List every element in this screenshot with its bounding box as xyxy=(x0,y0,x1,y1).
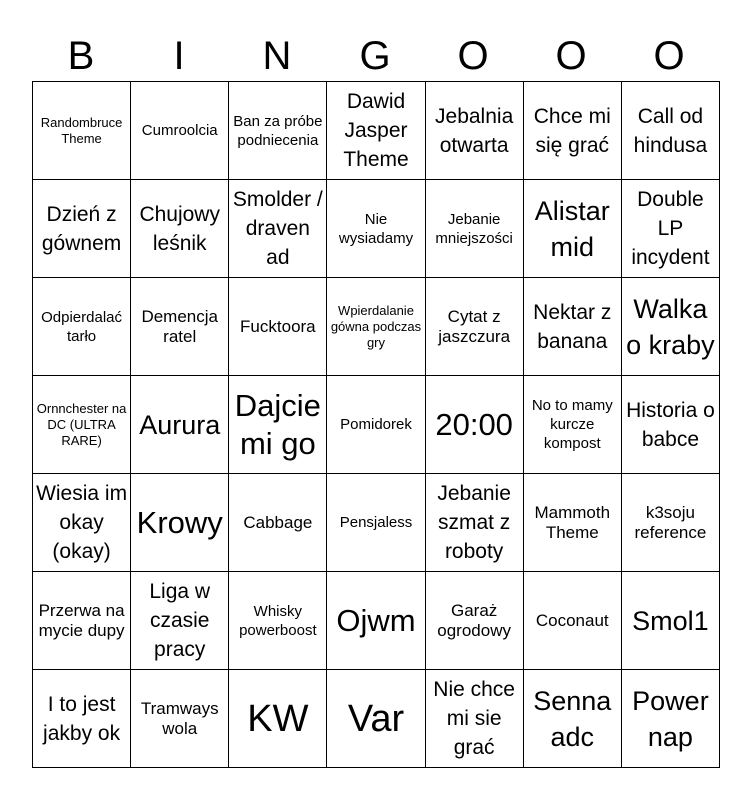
header-letter-2: I xyxy=(173,34,185,78)
bingo-cell-text: Krowy xyxy=(136,504,223,540)
bingo-cell-text: Przerwa na mycie dupy xyxy=(38,600,125,640)
bingo-cell-text: Demencja ratel xyxy=(141,306,218,346)
bingo-cell[interactable] xyxy=(33,670,131,768)
bingo-cell-text: Power nap xyxy=(632,685,709,752)
bingo-cell-text: Chujowy leśnik xyxy=(139,202,220,255)
bingo-cell[interactable] xyxy=(131,670,229,768)
bingo-cell-text: Wiesia im okay (okay) xyxy=(36,482,128,563)
bingo-cell-text: Cytat z jaszczura xyxy=(438,306,511,346)
bingo-cell[interactable] xyxy=(327,180,425,278)
header-letter-4: G xyxy=(359,34,391,78)
bingo-cell-text: Nektar z banana xyxy=(533,300,612,353)
bingo-cell[interactable] xyxy=(524,180,622,278)
bingo-cell[interactable] xyxy=(622,82,720,180)
bingo-cell[interactable] xyxy=(33,572,131,670)
bingo-cell[interactable] xyxy=(426,670,524,768)
bingo-cell-text: Fucktoora xyxy=(240,316,316,336)
bingo-cell-text: Jebanie mniejszości xyxy=(435,210,513,247)
bingo-cell-text: Jebanie szmat z roboty xyxy=(437,482,511,563)
bingo-cell-text: Historia o babce xyxy=(626,398,715,451)
bingo-cell-text: Aurura xyxy=(139,409,221,440)
bingo-cell[interactable] xyxy=(229,670,327,768)
bingo-cell-text: Var xyxy=(347,697,405,740)
bingo-cell[interactable] xyxy=(131,82,229,180)
bingo-cell[interactable] xyxy=(524,376,622,474)
bingo-cell[interactable] xyxy=(524,278,622,376)
bingo-header xyxy=(32,30,720,82)
bingo-cell-text: Mammoth Theme xyxy=(534,502,611,542)
bingo-cell-text: Pomidorek xyxy=(340,416,412,433)
bingo-cell[interactable] xyxy=(426,180,524,278)
bingo-cell-text: Double LP incydent xyxy=(631,188,710,269)
bingo-cell[interactable] xyxy=(131,278,229,376)
bingo-cell[interactable] xyxy=(33,180,131,278)
bingo-cell-text: Walka o kraby xyxy=(626,293,715,360)
bingo-cell-text: Odpierdalać tarło xyxy=(41,308,123,345)
bingo-cell[interactable] xyxy=(622,572,720,670)
bingo-cell[interactable] xyxy=(622,474,720,572)
bingo-cell-text: Whisky powerboost xyxy=(239,602,317,639)
bingo-cell[interactable] xyxy=(229,474,327,572)
bingo-cell-text: Dawid Jasper Theme xyxy=(343,90,409,171)
bingo-cell[interactable] xyxy=(524,670,622,768)
bingo-cell-text: Liga w czasie pracy xyxy=(149,580,211,661)
bingo-cell-text: Randombruce Theme xyxy=(40,114,123,146)
bingo-cell[interactable] xyxy=(327,278,425,376)
bingo-cell-text: Cumroolcia xyxy=(141,122,218,139)
bingo-cell[interactable] xyxy=(524,82,622,180)
header-letter-7: O xyxy=(653,34,685,78)
bingo-cell[interactable] xyxy=(229,82,327,180)
bingo-cell[interactable] xyxy=(131,180,229,278)
bingo-cell-text: Ojwm xyxy=(336,602,416,638)
bingo-cell-text: KW xyxy=(247,697,309,740)
bingo-cell[interactable] xyxy=(524,474,622,572)
bingo-cell[interactable] xyxy=(229,376,327,474)
bingo-cell-text: Nie chce mi sie grać xyxy=(433,678,515,759)
bingo-cell[interactable] xyxy=(426,474,524,572)
bingo-cell-text: No to mamy kurcze kompost xyxy=(531,397,613,452)
bingo-cell[interactable] xyxy=(622,278,720,376)
bingo-cell[interactable] xyxy=(622,180,720,278)
bingo-cell[interactable] xyxy=(426,82,524,180)
bingo-cell[interactable] xyxy=(327,474,425,572)
header-letter-6: O xyxy=(555,34,587,78)
bingo-cell[interactable] xyxy=(622,670,720,768)
bingo-cell-text: Nie wysiadamy xyxy=(338,210,414,247)
header-letter-5: O xyxy=(457,34,489,78)
bingo-cell-text: Smolder / draven ad xyxy=(232,188,323,269)
header-letter-1: B xyxy=(67,34,95,78)
bingo-cell-text: Cabbage xyxy=(243,512,313,532)
bingo-cell[interactable] xyxy=(327,82,425,180)
bingo-cell-text: Smol1 xyxy=(632,605,709,636)
bingo-cell[interactable] xyxy=(229,572,327,670)
bingo-cell[interactable] xyxy=(426,278,524,376)
bingo-cell[interactable] xyxy=(131,572,229,670)
bingo-cell[interactable] xyxy=(33,278,131,376)
bingo-cell[interactable] xyxy=(33,376,131,474)
bingo-cell-text: Call od hindusa xyxy=(633,104,708,157)
bingo-cell-text: Ban za próbe podniecenia xyxy=(233,112,323,149)
bingo-cell-text: I to jest jakby ok xyxy=(43,692,121,745)
bingo-cell[interactable] xyxy=(327,670,425,768)
bingo-cell-text: Senna adc xyxy=(533,685,612,752)
bingo-cell[interactable] xyxy=(327,572,425,670)
bingo-cell-text: Jebalnia otwarta xyxy=(435,104,514,157)
bingo-cell[interactable] xyxy=(327,376,425,474)
bingo-cell[interactable] xyxy=(33,82,131,180)
bingo-cell[interactable] xyxy=(426,376,524,474)
bingo-cell[interactable] xyxy=(33,474,131,572)
bingo-cell[interactable] xyxy=(426,572,524,670)
bingo-cell-text: Chce mi się grać xyxy=(533,104,611,157)
bingo-grid xyxy=(32,81,720,768)
header-letter-3: N xyxy=(262,34,292,78)
bingo-cell[interactable] xyxy=(131,376,229,474)
bingo-cell-text: 20:00 xyxy=(435,406,513,442)
bingo-cell[interactable] xyxy=(229,180,327,278)
bingo-cell-text: Dzień z gównem xyxy=(41,202,122,255)
bingo-cell[interactable] xyxy=(229,278,327,376)
bingo-cell-text: Tramways wola xyxy=(140,698,219,738)
bingo-cell-text: Ornnchester na DC (ULTRA RARE) xyxy=(36,400,127,448)
bingo-cell[interactable] xyxy=(622,376,720,474)
bingo-cell-text: Pensjaless xyxy=(339,514,413,531)
bingo-cell-text: k3soju reference xyxy=(634,502,707,542)
bingo-cell-text: Coconaut xyxy=(535,610,609,630)
bingo-cell-text: Wpierdalanie gówna podczas gry xyxy=(330,302,422,350)
bingo-cell-text: Garaż ogrodowy xyxy=(437,600,511,640)
bingo-cell[interactable] xyxy=(131,474,229,572)
bingo-cell[interactable] xyxy=(524,572,622,670)
bingo-cell-text: Alistar mid xyxy=(534,195,610,262)
bingo-cell-text: Dajcie mi go xyxy=(234,387,321,461)
